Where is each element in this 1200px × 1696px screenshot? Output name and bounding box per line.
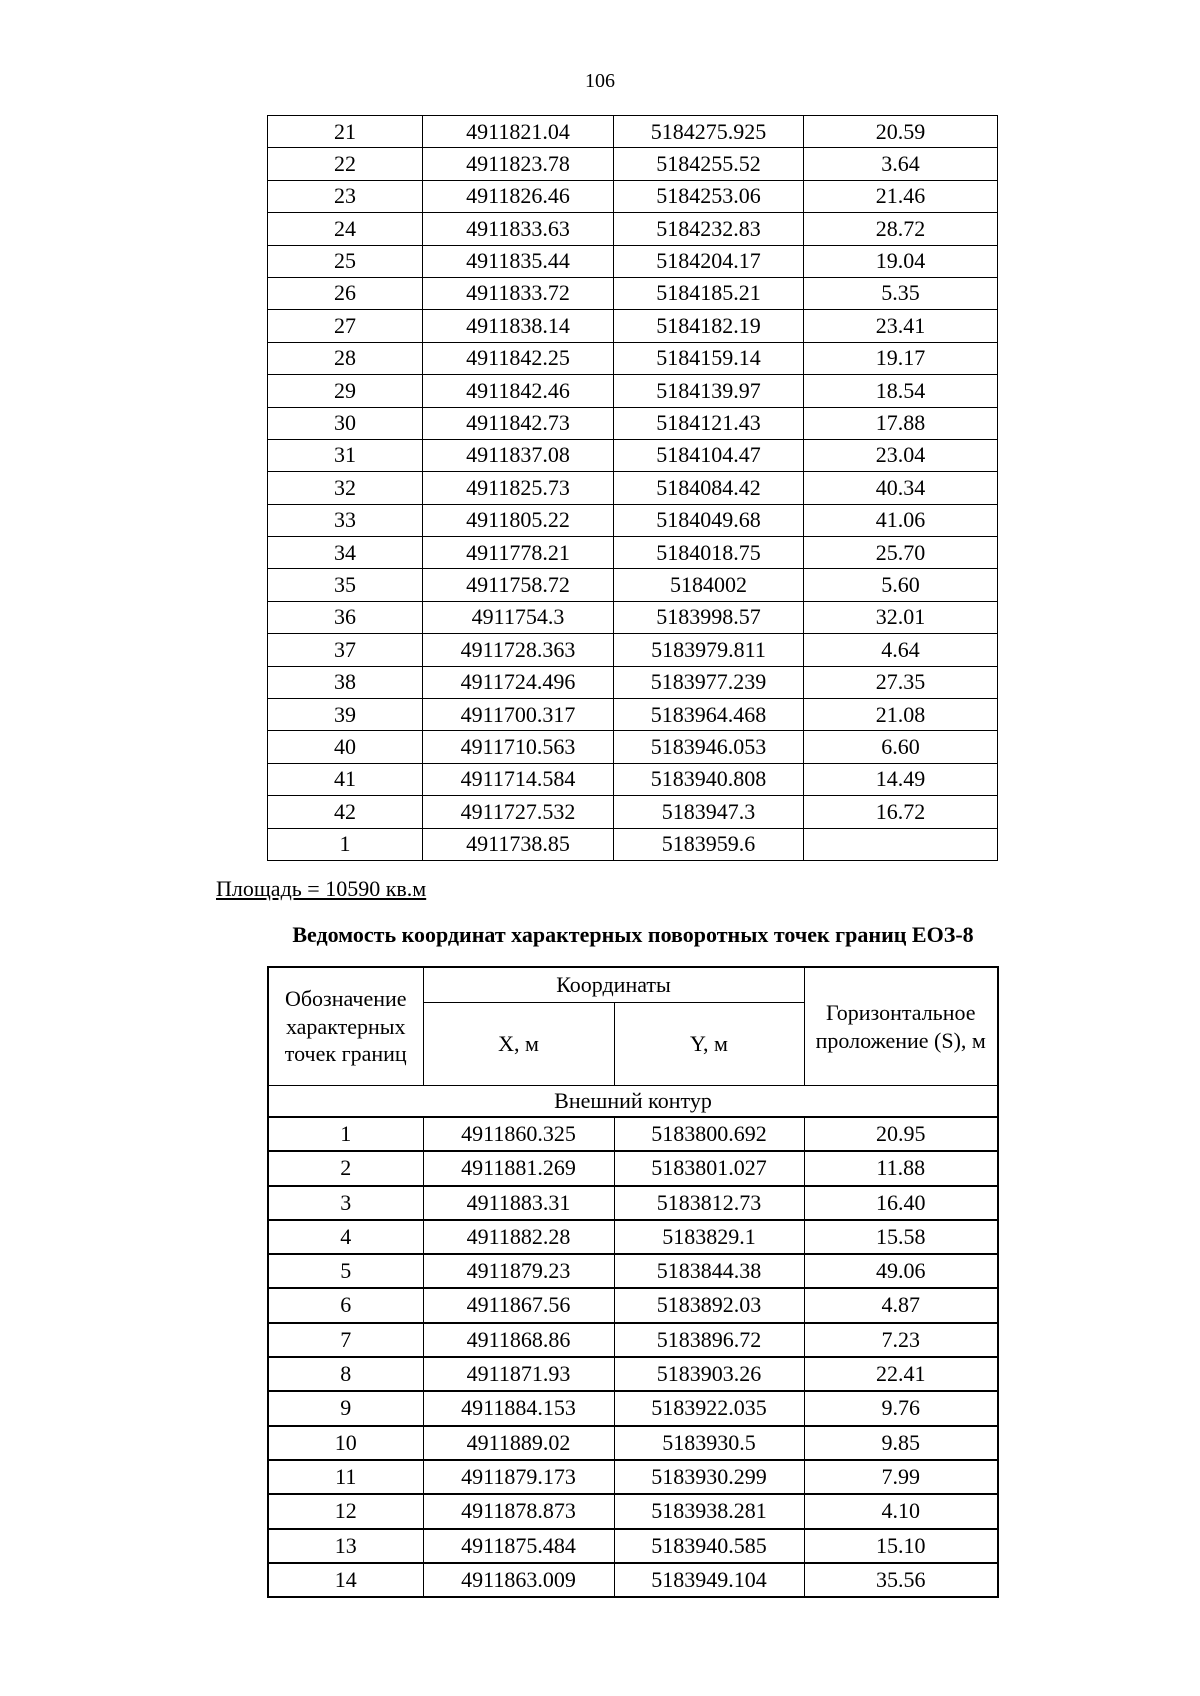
y-coordinate-cell: 5184049.68 xyxy=(614,504,804,536)
table-row xyxy=(268,1323,998,1357)
distance-cell: 18.54 xyxy=(804,375,998,407)
contour-label: Внешний контур xyxy=(268,1086,998,1118)
distance-cell: 21.08 xyxy=(804,699,998,731)
x-coordinate-cell: 4911700.317 xyxy=(423,699,614,731)
point-number-cell: 12 xyxy=(268,1494,423,1528)
contour-row xyxy=(268,1086,998,1118)
x-coordinate-cell: 4911842.46 xyxy=(423,375,614,407)
x-coordinate-cell: 4911825.73 xyxy=(423,472,614,504)
table-row xyxy=(268,1151,998,1185)
y-coordinate-cell: 5183800.692 xyxy=(614,1117,804,1151)
header-point-designation: Обозначение характерных точек границ xyxy=(268,967,423,1086)
distance-cell: 14.49 xyxy=(804,763,998,795)
y-coordinate-cell: 5184253.06 xyxy=(614,180,804,212)
table-row xyxy=(268,342,998,374)
point-number-cell: 30 xyxy=(268,407,423,439)
x-coordinate-cell: 4911881.269 xyxy=(423,1151,614,1185)
y-coordinate-cell: 5184139.97 xyxy=(614,375,804,407)
distance-cell: 21.46 xyxy=(804,180,998,212)
distance-cell: 9.76 xyxy=(804,1391,998,1425)
x-coordinate-cell: 4911878.873 xyxy=(423,1494,614,1528)
y-coordinate-cell: 5183946.053 xyxy=(614,731,804,763)
y-coordinate-cell: 5184018.75 xyxy=(614,537,804,569)
distance-cell: 41.06 xyxy=(804,504,998,536)
table-row xyxy=(268,277,998,309)
distance-cell: 15.58 xyxy=(804,1220,998,1254)
point-number-cell: 13 xyxy=(268,1529,423,1563)
distance-cell: 7.99 xyxy=(804,1460,998,1494)
y-coordinate-cell: 5183949.104 xyxy=(614,1563,804,1597)
x-coordinate-cell: 4911724.496 xyxy=(423,666,614,698)
table-row xyxy=(268,472,998,504)
point-number-cell: 3 xyxy=(268,1186,423,1220)
distance-cell xyxy=(804,828,998,860)
table-row xyxy=(268,537,998,569)
y-coordinate-cell: 5183844.38 xyxy=(614,1254,804,1288)
x-coordinate-cell: 4911838.14 xyxy=(423,310,614,342)
table-row xyxy=(268,1254,998,1288)
x-coordinate-cell: 4911714.584 xyxy=(423,763,614,795)
distance-cell: 23.04 xyxy=(804,439,998,471)
y-coordinate-cell: 5183979.811 xyxy=(614,634,804,666)
eoz8-coordinates-table xyxy=(267,966,999,1598)
point-number-cell: 24 xyxy=(268,213,423,245)
header-x: X, м xyxy=(423,1003,614,1086)
distance-cell: 19.17 xyxy=(804,342,998,374)
distance-cell: 20.59 xyxy=(804,116,998,148)
table-row xyxy=(268,1186,998,1220)
point-number-cell: 32 xyxy=(268,472,423,504)
x-coordinate-cell: 4911835.44 xyxy=(423,245,614,277)
coordinates-table-body xyxy=(268,116,998,861)
table-row xyxy=(268,569,998,601)
y-coordinate-cell: 5184275.925 xyxy=(614,116,804,148)
point-number-cell: 5 xyxy=(268,1254,423,1288)
distance-cell: 25.70 xyxy=(804,537,998,569)
x-coordinate-cell: 4911882.28 xyxy=(423,1220,614,1254)
distance-cell: 35.56 xyxy=(804,1563,998,1597)
y-coordinate-cell: 5183892.03 xyxy=(614,1288,804,1322)
distance-cell: 19.04 xyxy=(804,245,998,277)
x-coordinate-cell: 4911871.93 xyxy=(423,1357,614,1391)
table-row xyxy=(268,245,998,277)
x-coordinate-cell: 4911842.73 xyxy=(423,407,614,439)
point-number-cell: 34 xyxy=(268,537,423,569)
y-coordinate-cell: 5184121.43 xyxy=(614,407,804,439)
table-row xyxy=(268,407,998,439)
x-coordinate-cell: 4911821.04 xyxy=(423,116,614,148)
distance-cell: 4.64 xyxy=(804,634,998,666)
x-coordinate-cell: 4911842.25 xyxy=(423,342,614,374)
x-coordinate-cell: 4911833.63 xyxy=(423,213,614,245)
x-coordinate-cell: 4911837.08 xyxy=(423,439,614,471)
table-row xyxy=(268,601,998,633)
table-row xyxy=(268,666,998,698)
point-number-cell: 14 xyxy=(268,1563,423,1597)
distance-cell: 22.41 xyxy=(804,1357,998,1391)
table-row xyxy=(268,1460,998,1494)
eoz8-table-body xyxy=(268,1086,998,1598)
y-coordinate-cell: 5184255.52 xyxy=(614,148,804,180)
point-number-cell: 4 xyxy=(268,1220,423,1254)
table-row xyxy=(268,1220,998,1254)
distance-cell: 17.88 xyxy=(804,407,998,439)
area-label: Площадь = 10590 кв.м xyxy=(216,876,427,901)
point-number-cell: 37 xyxy=(268,634,423,666)
point-number-cell: 31 xyxy=(268,439,423,471)
point-number-cell: 2 xyxy=(268,1151,423,1185)
section-heading: Ведомость координат характерных поворотных точек границ ЕОЗ-8 xyxy=(292,922,974,947)
y-coordinate-cell: 5183998.57 xyxy=(614,601,804,633)
distance-cell: 7.23 xyxy=(804,1323,998,1357)
distance-cell: 16.72 xyxy=(804,796,998,828)
table-row xyxy=(268,213,998,245)
table-row xyxy=(268,180,998,212)
table-row xyxy=(268,699,998,731)
x-coordinate-cell: 4911879.173 xyxy=(423,1460,614,1494)
table-row xyxy=(268,1529,998,1563)
distance-cell: 49.06 xyxy=(804,1254,998,1288)
y-coordinate-cell: 5184084.42 xyxy=(614,472,804,504)
y-coordinate-cell: 5183940.585 xyxy=(614,1529,804,1563)
distance-cell: 15.10 xyxy=(804,1529,998,1563)
distance-cell: 5.35 xyxy=(804,277,998,309)
point-number-cell: 1 xyxy=(268,828,423,860)
distance-cell: 5.60 xyxy=(804,569,998,601)
distance-cell: 20.95 xyxy=(804,1117,998,1151)
distance-cell: 16.40 xyxy=(804,1186,998,1220)
x-coordinate-cell: 4911879.23 xyxy=(423,1254,614,1288)
x-coordinate-cell: 4911884.153 xyxy=(423,1391,614,1425)
x-coordinate-cell: 4911710.563 xyxy=(423,731,614,763)
x-coordinate-cell: 4911875.484 xyxy=(423,1529,614,1563)
y-coordinate-cell: 5183829.1 xyxy=(614,1220,804,1254)
header-horizontal-distance: Горизонтальное проложение (S), м xyxy=(804,967,998,1086)
y-coordinate-cell: 5184185.21 xyxy=(614,277,804,309)
distance-cell: 23.41 xyxy=(804,310,998,342)
distance-cell: 40.34 xyxy=(804,472,998,504)
table-row xyxy=(268,375,998,407)
table-row xyxy=(268,796,998,828)
table-row xyxy=(268,1288,998,1322)
point-number-cell: 7 xyxy=(268,1323,423,1357)
point-number-cell: 6 xyxy=(268,1288,423,1322)
table-row xyxy=(268,1563,998,1597)
y-coordinate-cell: 5183977.239 xyxy=(614,666,804,698)
point-number-cell: 40 xyxy=(268,731,423,763)
point-number-cell: 35 xyxy=(268,569,423,601)
y-coordinate-cell: 5184232.83 xyxy=(614,213,804,245)
y-coordinate-cell: 5183947.3 xyxy=(614,796,804,828)
point-number-cell: 41 xyxy=(268,763,423,795)
table-row xyxy=(268,148,998,180)
distance-cell: 9.85 xyxy=(804,1426,998,1460)
point-number-cell: 42 xyxy=(268,796,423,828)
page-number: 106 xyxy=(585,70,615,92)
point-number-cell: 10 xyxy=(268,1426,423,1460)
x-coordinate-cell: 4911826.46 xyxy=(423,180,614,212)
y-coordinate-cell: 5183964.468 xyxy=(614,699,804,731)
x-coordinate-cell: 4911889.02 xyxy=(423,1426,614,1460)
table-row xyxy=(268,1426,998,1460)
point-number-cell: 28 xyxy=(268,342,423,374)
x-coordinate-cell: 4911754.3 xyxy=(423,601,614,633)
x-coordinate-cell: 4911860.325 xyxy=(423,1117,614,1151)
point-number-cell: 33 xyxy=(268,504,423,536)
y-coordinate-cell: 5183930.299 xyxy=(614,1460,804,1494)
point-number-cell: 38 xyxy=(268,666,423,698)
y-coordinate-cell: 5183959.6 xyxy=(614,828,804,860)
point-number-cell: 25 xyxy=(268,245,423,277)
header-coordinates: Координаты xyxy=(423,967,804,1003)
point-number-cell: 8 xyxy=(268,1357,423,1391)
y-coordinate-cell: 5184182.19 xyxy=(614,310,804,342)
point-number-cell: 21 xyxy=(268,116,423,148)
point-number-cell: 23 xyxy=(268,180,423,212)
y-coordinate-cell: 5184204.17 xyxy=(614,245,804,277)
point-number-cell: 22 xyxy=(268,148,423,180)
coordinates-table-continued xyxy=(267,115,998,861)
table-row xyxy=(268,1391,998,1425)
table-row xyxy=(268,828,998,860)
distance-cell: 3.64 xyxy=(804,148,998,180)
y-coordinate-cell: 5183930.5 xyxy=(614,1426,804,1460)
y-coordinate-cell: 5183801.027 xyxy=(614,1151,804,1185)
distance-cell: 11.88 xyxy=(804,1151,998,1185)
distance-cell: 4.87 xyxy=(804,1288,998,1322)
x-coordinate-cell: 4911833.72 xyxy=(423,277,614,309)
point-number-cell: 36 xyxy=(268,601,423,633)
x-coordinate-cell: 4911868.86 xyxy=(423,1323,614,1357)
y-coordinate-cell: 5183903.26 xyxy=(614,1357,804,1391)
table-row xyxy=(268,1357,998,1391)
distance-cell: 6.60 xyxy=(804,731,998,763)
point-number-cell: 39 xyxy=(268,699,423,731)
distance-cell: 27.35 xyxy=(804,666,998,698)
distance-cell: 28.72 xyxy=(804,213,998,245)
table-row xyxy=(268,634,998,666)
x-coordinate-cell: 4911778.21 xyxy=(423,537,614,569)
y-coordinate-cell: 5183922.035 xyxy=(614,1391,804,1425)
table-row xyxy=(268,116,998,148)
y-coordinate-cell: 5184159.14 xyxy=(614,342,804,374)
x-coordinate-cell: 4911738.85 xyxy=(423,828,614,860)
x-coordinate-cell: 4911727.532 xyxy=(423,796,614,828)
table-row xyxy=(268,439,998,471)
point-number-cell: 9 xyxy=(268,1391,423,1425)
y-coordinate-cell: 5184104.47 xyxy=(614,439,804,471)
y-coordinate-cell: 5183940.808 xyxy=(614,763,804,795)
point-number-cell: 29 xyxy=(268,375,423,407)
table-row xyxy=(268,310,998,342)
x-coordinate-cell: 4911758.72 xyxy=(423,569,614,601)
x-coordinate-cell: 4911867.56 xyxy=(423,1288,614,1322)
y-coordinate-cell: 5183896.72 xyxy=(614,1323,804,1357)
distance-cell: 4.10 xyxy=(804,1494,998,1528)
y-coordinate-cell: 5184002 xyxy=(614,569,804,601)
point-number-cell: 1 xyxy=(268,1117,423,1151)
point-number-cell: 11 xyxy=(268,1460,423,1494)
y-coordinate-cell: 5183938.281 xyxy=(614,1494,804,1528)
point-number-cell: 26 xyxy=(268,277,423,309)
table-row xyxy=(268,731,998,763)
header-y: Y, м xyxy=(614,1003,804,1086)
table-row xyxy=(268,1494,998,1528)
x-coordinate-cell: 4911863.009 xyxy=(423,1563,614,1597)
x-coordinate-cell: 4911728.363 xyxy=(423,634,614,666)
table-row xyxy=(268,763,998,795)
x-coordinate-cell: 4911883.31 xyxy=(423,1186,614,1220)
x-coordinate-cell: 4911805.22 xyxy=(423,504,614,536)
y-coordinate-cell: 5183812.73 xyxy=(614,1186,804,1220)
table-row xyxy=(268,1117,998,1151)
x-coordinate-cell: 4911823.78 xyxy=(423,148,614,180)
point-number-cell: 27 xyxy=(268,310,423,342)
distance-cell: 32.01 xyxy=(804,601,998,633)
table-row xyxy=(268,504,998,536)
